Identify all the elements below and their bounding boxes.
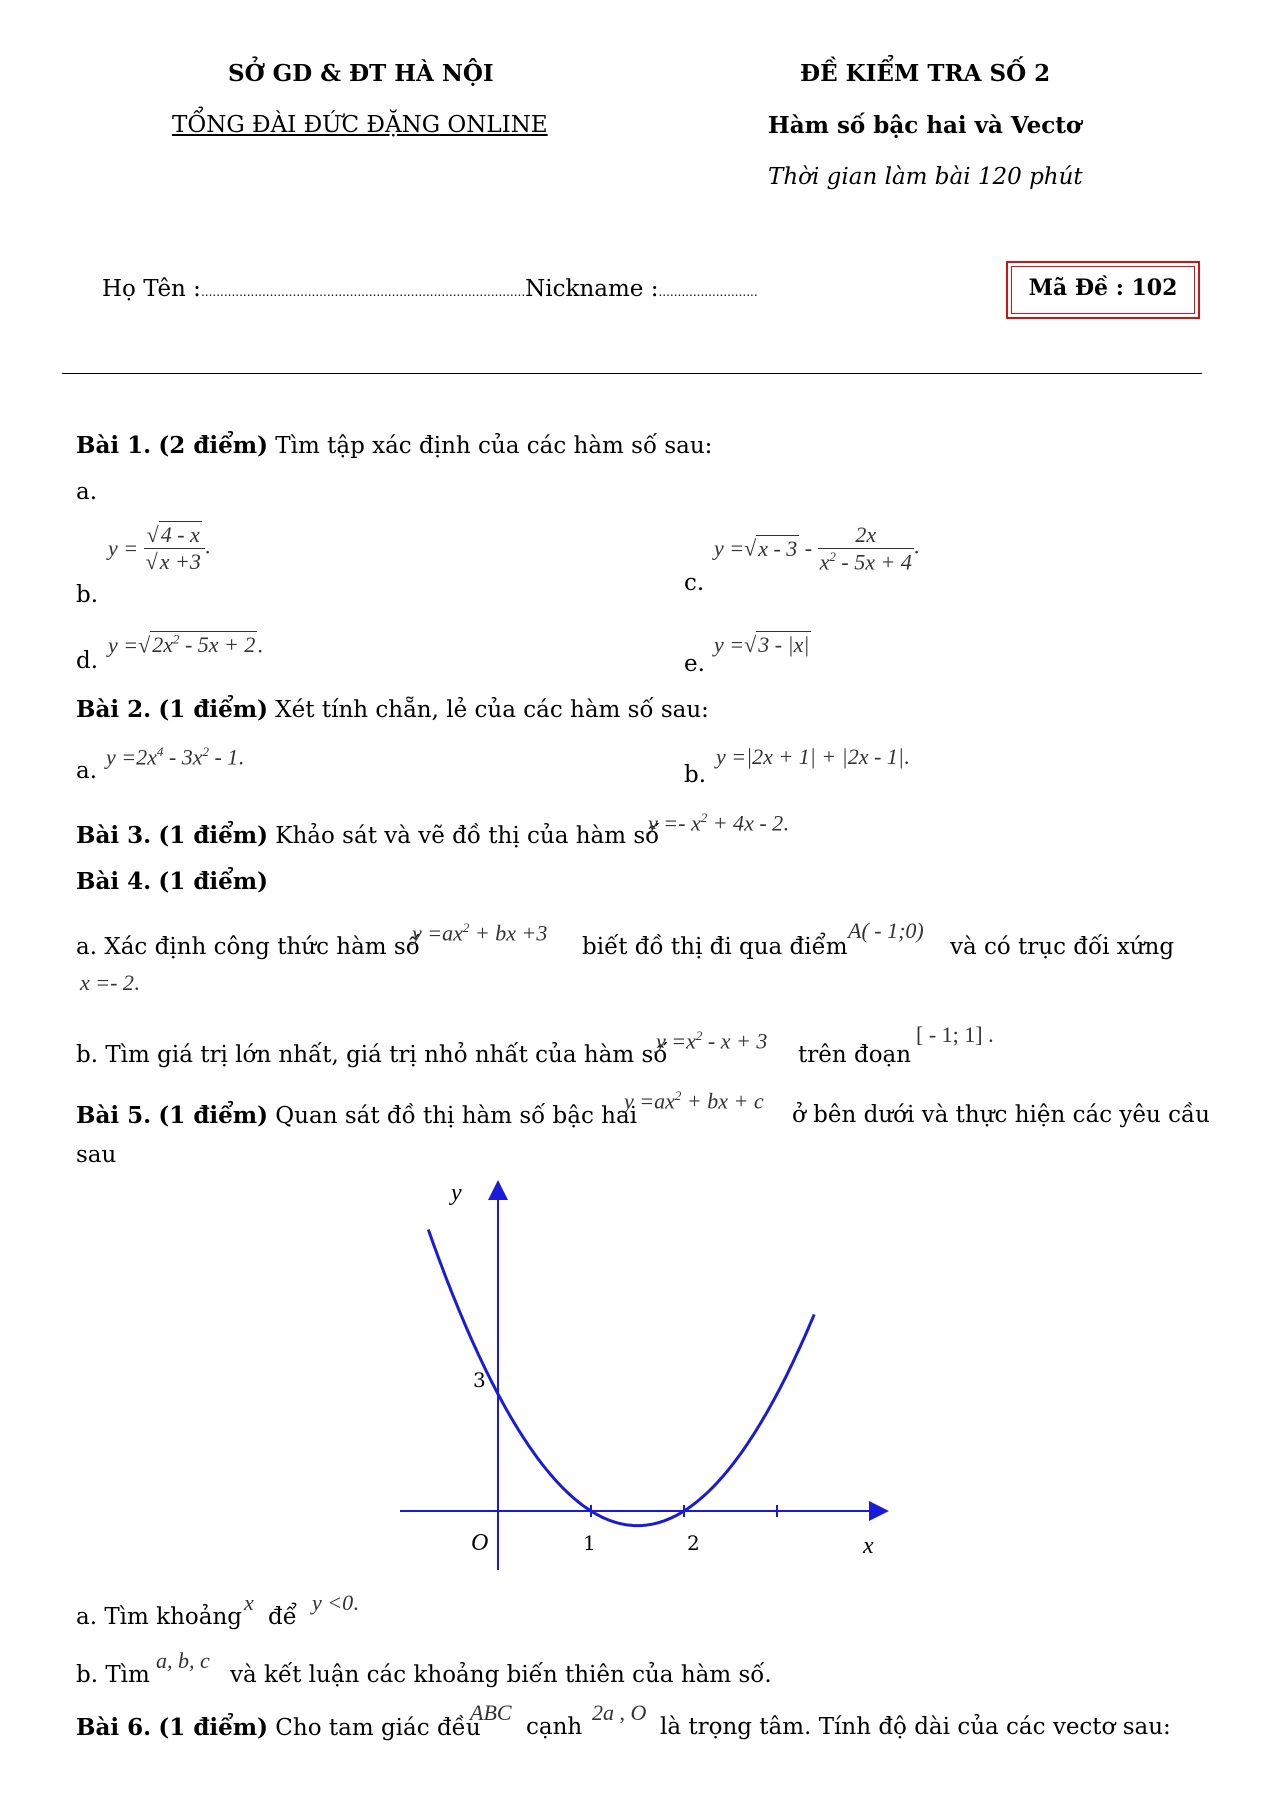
x-axis-label: x [863,1533,874,1559]
problem-3-formula: $y =- x^2 + 4x - 2$. [648,810,789,836]
y-tick-label-3: 3 [473,1368,486,1392]
problem-2-b-formula: y =|2x + 1| + |2x - 1|. [716,744,910,769]
nickname-label: Nickname : [525,276,659,302]
origin-label: O [471,1530,489,1556]
problem-4-b-text1: b. Tìm giá trị lớn nhất, giá trị nhỏ nhất của hàm số [76,1042,668,1068]
exam-duration: Thời gian làm bài 120 phút [768,164,1083,190]
problem-2-text: Xét tính chẵn, lẻ của các hàm số sau: [268,697,709,723]
problem-3-heading [76,822,659,849]
student-info-row [102,276,758,302]
problem-4-title: Bài 4. [76,868,152,895]
problem-1-title: Bài 1. [76,432,152,459]
x-tick-label-1: 1 [583,1531,596,1555]
problem-4-points: (1 điểm) [158,868,268,895]
problem-4-a-text2: biết đồ thị đi qua điểm [582,934,848,960]
problem-1-c-label: c. [684,570,705,596]
problem-6-title: Bài 6. [76,1714,152,1741]
problem-6-text3: là trọng tâm. Tính độ dài của các vectơ sau: [660,1714,1171,1740]
x-tick-label-2: 2 [687,1531,700,1555]
problem-1-b-label: b. [76,582,99,608]
problem-4-a-point: A( - 1;0) [848,918,924,943]
problem-1-c-formula: y =√x - 3 - $\frac{2x}{x^2 - 5x + 4}$ . [714,522,920,575]
problem-6-side: 2a , O [592,1700,647,1725]
problem-6-triangle: ABC [470,1700,512,1725]
problem-6-points: (1 điểm) [158,1714,268,1741]
problem-4-b-text2: trên đoạn [798,1042,912,1068]
problem-6-text2: cạnh [526,1714,583,1740]
problem-1-b-formula: y = $\frac{√4 - x}{√x +3}$ . [108,522,211,574]
problem-1-d-formula: $y =√2x^2 - 5x + 2$. [108,632,263,658]
name-label: Họ Tên : [102,276,201,302]
problem-1-heading [76,432,712,459]
school-name: SỞ GD & ĐT HÀ NỘI [228,60,494,87]
exam-code: Mã Đề : 102 [1028,275,1178,301]
problem-5-text1: Quan sát đồ thị hàm số bậc hai [268,1103,638,1129]
problem-5-heading [76,1102,637,1129]
problem-4-b-formula: $y =x^2 - x + 3$ [656,1028,768,1054]
problem-1-text: Tìm tập xác định của các hàm số sau: [268,433,713,459]
problem-5-b-text1: b. Tìm [76,1662,150,1688]
problem-5-b-text2: và kết luận các khoảng biến thiên của hàm số. [230,1662,772,1688]
problem-5-a-text2: để [268,1604,297,1630]
header-divider [62,373,1202,374]
problem-6-heading [76,1714,481,1741]
problem-3-text: Khảo sát và vẽ đồ thị của hàm số [268,823,660,849]
organization-name: TỔNG ĐÀI ĐỨC ĐẶNG ONLINE [172,112,548,138]
problem-5-points: (1 điểm) [158,1102,268,1129]
parabola-graph [395,1170,905,1580]
parabola-curve [428,1230,814,1526]
problem-6-text1: Cho tam giác đều [268,1715,481,1741]
nickname-field[interactable]: .......................... [658,285,758,299]
problem-2-a-label: a. [76,758,98,784]
exam-title: ĐỀ KIỂM TRA SỐ 2 [800,60,1051,87]
problem-5-text3: sau [76,1142,117,1168]
y-axis-label: y [451,1180,462,1206]
exam-code-box [1006,261,1200,319]
problem-4-a-text3: và có trục đối xứng [950,934,1175,960]
problem-2-points: (1 điểm) [158,696,268,723]
problem-5-b-vars: a, b, c [156,1648,210,1673]
problem-3-title: Bài 3. [76,822,152,849]
problem-1-e-label: e. [684,651,705,677]
problem-5-text2: ở bên dưới và thực hiện các yêu cầu [792,1102,1210,1128]
problem-1-points: (2 điểm) [158,432,268,459]
problem-5-title: Bài 5. [76,1102,152,1129]
problem-4-b-interval: [ - 1; 1] . [916,1022,994,1047]
problem-1-d-label: d. [76,648,99,674]
problem-3-points: (1 điểm) [158,822,268,849]
problem-5-a-condition: y <0. [312,1590,359,1615]
problem-1-a-label: a. [76,479,98,505]
problem-2-b-label: b. [684,762,707,788]
problem-5-a-text1: a. Tìm khoảng [76,1604,242,1630]
problem-2-heading [76,696,709,723]
name-field[interactable]: ..................................................................................... [200,285,526,299]
problem-5-formula: $y =ax^2$ + bx + c [624,1088,764,1114]
problem-2-a-formula: $y =2x^4 - 3x^2 - 1$. [106,744,244,770]
problem-4-a-axis: x =- 2. [80,970,140,995]
problem-4-heading [76,868,268,895]
problem-4-a-formula: $y =ax^2$ + bx +3 [412,920,548,946]
exam-subject: Hàm số bậc hai và Vectơ [768,112,1082,139]
problem-5-a-var: x [244,1590,254,1615]
problem-4-a-text1: a. Xác định công thức hàm số [76,934,420,960]
problem-2-title: Bài 2. [76,696,152,723]
problem-1-e-formula: y =√3 - |x| [714,632,810,657]
